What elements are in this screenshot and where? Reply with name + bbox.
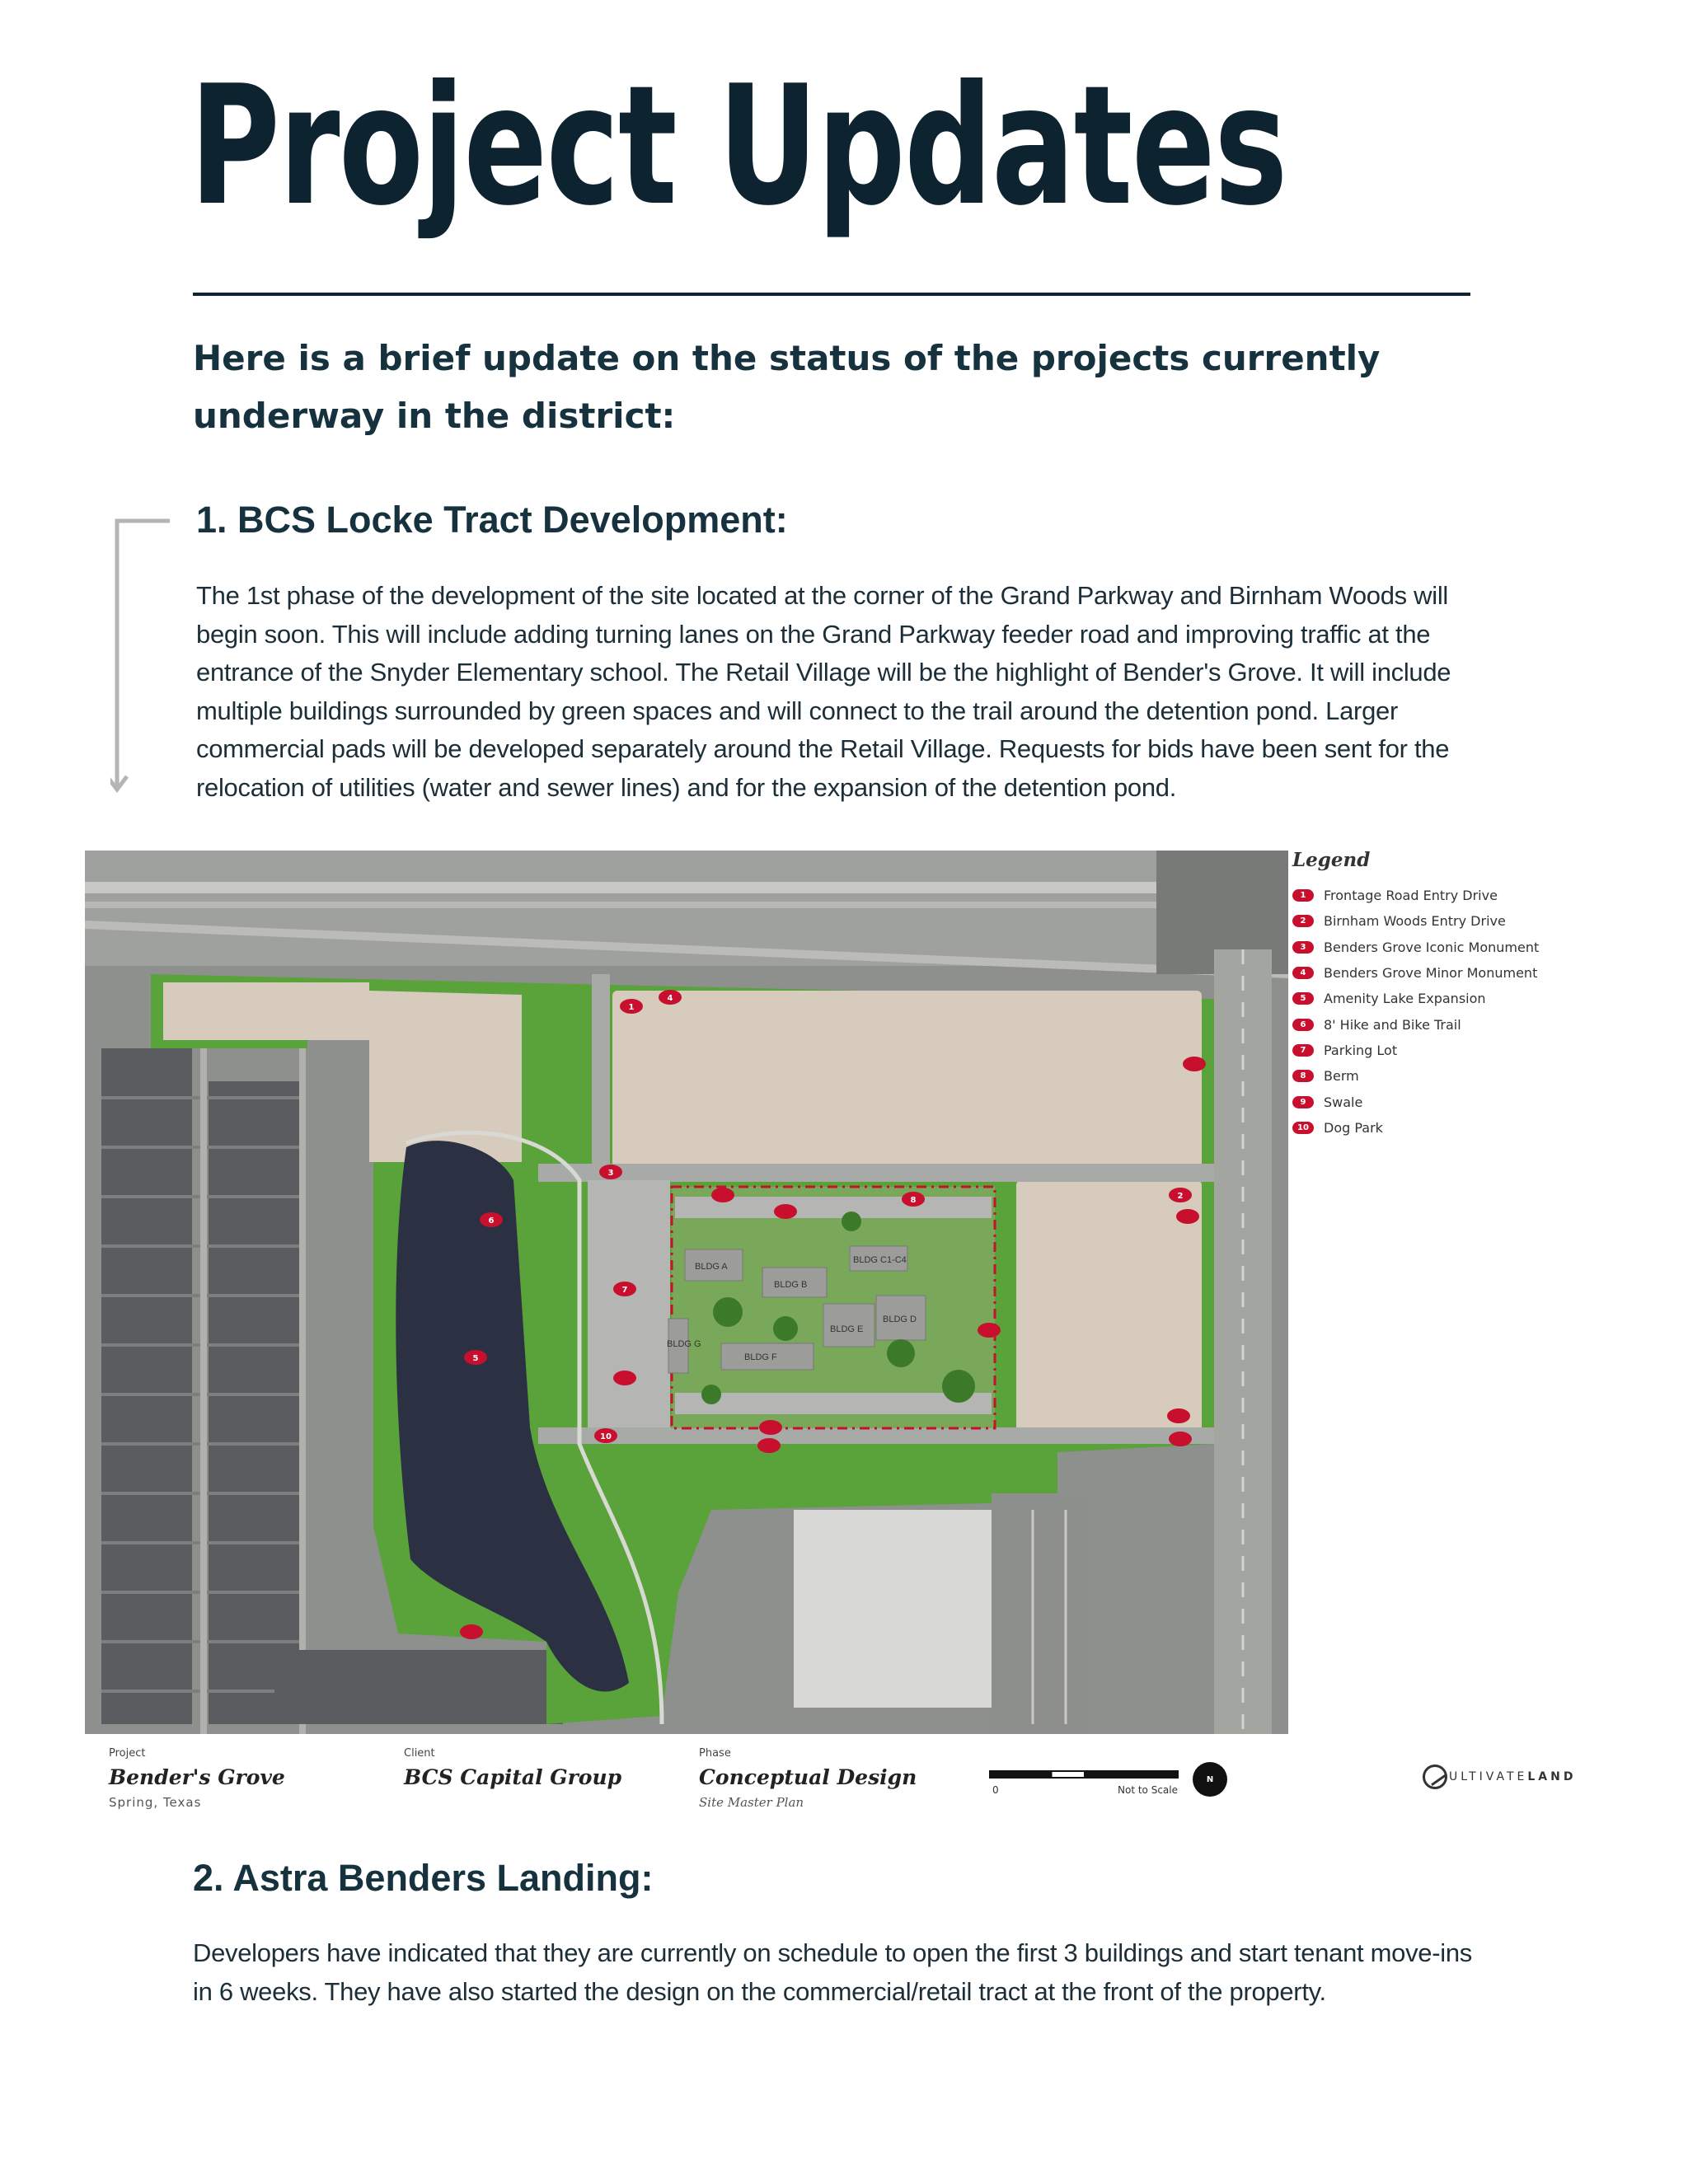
marker-3: 3 [607, 1169, 614, 1178]
legend-label: Swale [1324, 1094, 1363, 1110]
legend-label: Birnham Woods Entry Drive [1324, 913, 1506, 930]
legend-label: Benders Grove Minor Monument [1324, 965, 1538, 982]
legend-item [1292, 935, 1639, 960]
marker-6: 6 [488, 1216, 495, 1226]
legend-number: 7 [1292, 1044, 1314, 1057]
legend-number: 6 [1292, 1019, 1314, 1031]
legend-item [1292, 1063, 1639, 1089]
project-label: Project [109, 1747, 146, 1760]
phase-name: Conceptual Design [699, 1765, 917, 1789]
marker-4: 4 [667, 994, 673, 1003]
section2-body: Developers have indicated that they are currently on schedule to open the first 3 buildings and start tenant move-ins in 6 weeks. They have also started the design on the commercial/retail tract at the front of the property. [193, 1938, 1473, 2006]
project-name: Bender's Grove [109, 1765, 285, 1789]
legend-number: 4 [1292, 967, 1314, 979]
legend-number: 2 [1292, 915, 1314, 927]
bldg-d-label: BLDG D [883, 1315, 917, 1324]
legend-number: 10 [1292, 1122, 1314, 1134]
bldg-f-label: BLDG F [744, 1352, 777, 1362]
legend-item [1292, 960, 1639, 986]
legend-item [1292, 1011, 1639, 1037]
title-divider [193, 293, 1470, 296]
marker-1: 1 [628, 1003, 635, 1012]
legend-item [1292, 1115, 1639, 1141]
phase-sub: Site Master Plan [699, 1795, 804, 1810]
section1-title: 1. BCS Locke Tract Development: [196, 499, 788, 541]
legend-label: Dog Park [1324, 1119, 1383, 1136]
project-location: Spring, Texas [109, 1795, 202, 1810]
scale-note: Not to Scale [1118, 1784, 1178, 1796]
section2-title: 2. Astra Benders Landing: [193, 1857, 654, 1899]
legend-item [1292, 1089, 1639, 1114]
intro-text: Here is a brief update on the status of the projects currently underway in the district: [193, 338, 1381, 436]
logo-c-icon [1423, 1765, 1447, 1789]
marker-2: 2 [1177, 1192, 1184, 1201]
legend-label: Frontage Road Entry Drive [1324, 888, 1498, 904]
legend-label: Amenity Lake Expansion [1324, 991, 1486, 1007]
site-plan-legend [1292, 849, 1639, 1141]
legend-item [1292, 908, 1639, 934]
legend-number: 3 [1292, 941, 1314, 954]
marker-8: 8 [910, 1196, 917, 1205]
section-bracket-arrow [110, 518, 173, 798]
north-label: N [1206, 1774, 1214, 1784]
marker-7: 7 [621, 1286, 628, 1295]
bldg-e-label: BLDG E [830, 1324, 864, 1334]
client-label: Client [404, 1747, 435, 1760]
marker-5: 5 [472, 1354, 479, 1363]
legend-number: 5 [1292, 992, 1314, 1005]
legend-label: Parking Lot [1324, 1042, 1398, 1058]
marker-10: 10 [600, 1432, 612, 1441]
north-arrow-icon [1193, 1762, 1227, 1797]
client-name: BCS Capital Group [404, 1765, 622, 1789]
legend-number: 8 [1292, 1070, 1314, 1082]
section1-body: The 1st phase of the development of the site located at the corner of the Grand Parkway and Birnham Woods will begin soon. This will include adding turning lanes on the Grand Parkway feeder road and improving traffic at the entrance of the Snyder Elementary school. The Retail Village will be the highlight of Bender's Grove. It will include multiple buildings surrounded by green spaces and will connect to the trail around the detention pond. Larger commercial pads will be developed separately around the Retail Village. Requests for bids have been sent for the relocation of utilities (water and sewer lines) and for the expansion of the detention pond. [196, 581, 1451, 802]
bldg-c-label: BLDG C1-C4 [853, 1255, 907, 1265]
legend-number: 9 [1292, 1096, 1314, 1108]
bldg-b-label: BLDG B [774, 1280, 808, 1290]
bldg-a-label: BLDG A [695, 1262, 728, 1272]
legend-number: 1 [1292, 889, 1314, 902]
logo-text: ULTIVATELAND [1449, 1770, 1577, 1783]
legend-label: Benders Grove Iconic Monument [1324, 939, 1540, 955]
site-plan-image [85, 851, 1288, 1734]
legend-item [1292, 883, 1639, 908]
legend-item [1292, 1038, 1639, 1063]
scale-bar [989, 1770, 1179, 1779]
page-title: Project Updates [190, 50, 1287, 242]
legend-title: Legend [1292, 849, 1371, 871]
cultivate-land-logo [1423, 1760, 1576, 1793]
phase-label: Phase [699, 1747, 731, 1760]
legend-item [1292, 986, 1639, 1011]
bldg-g-label: BLDG G [667, 1339, 701, 1349]
legend-label: 8' Hike and Bike Trail [1324, 1016, 1461, 1033]
scale-zero: 0 [992, 1784, 999, 1796]
legend-label: Berm [1324, 1068, 1359, 1085]
